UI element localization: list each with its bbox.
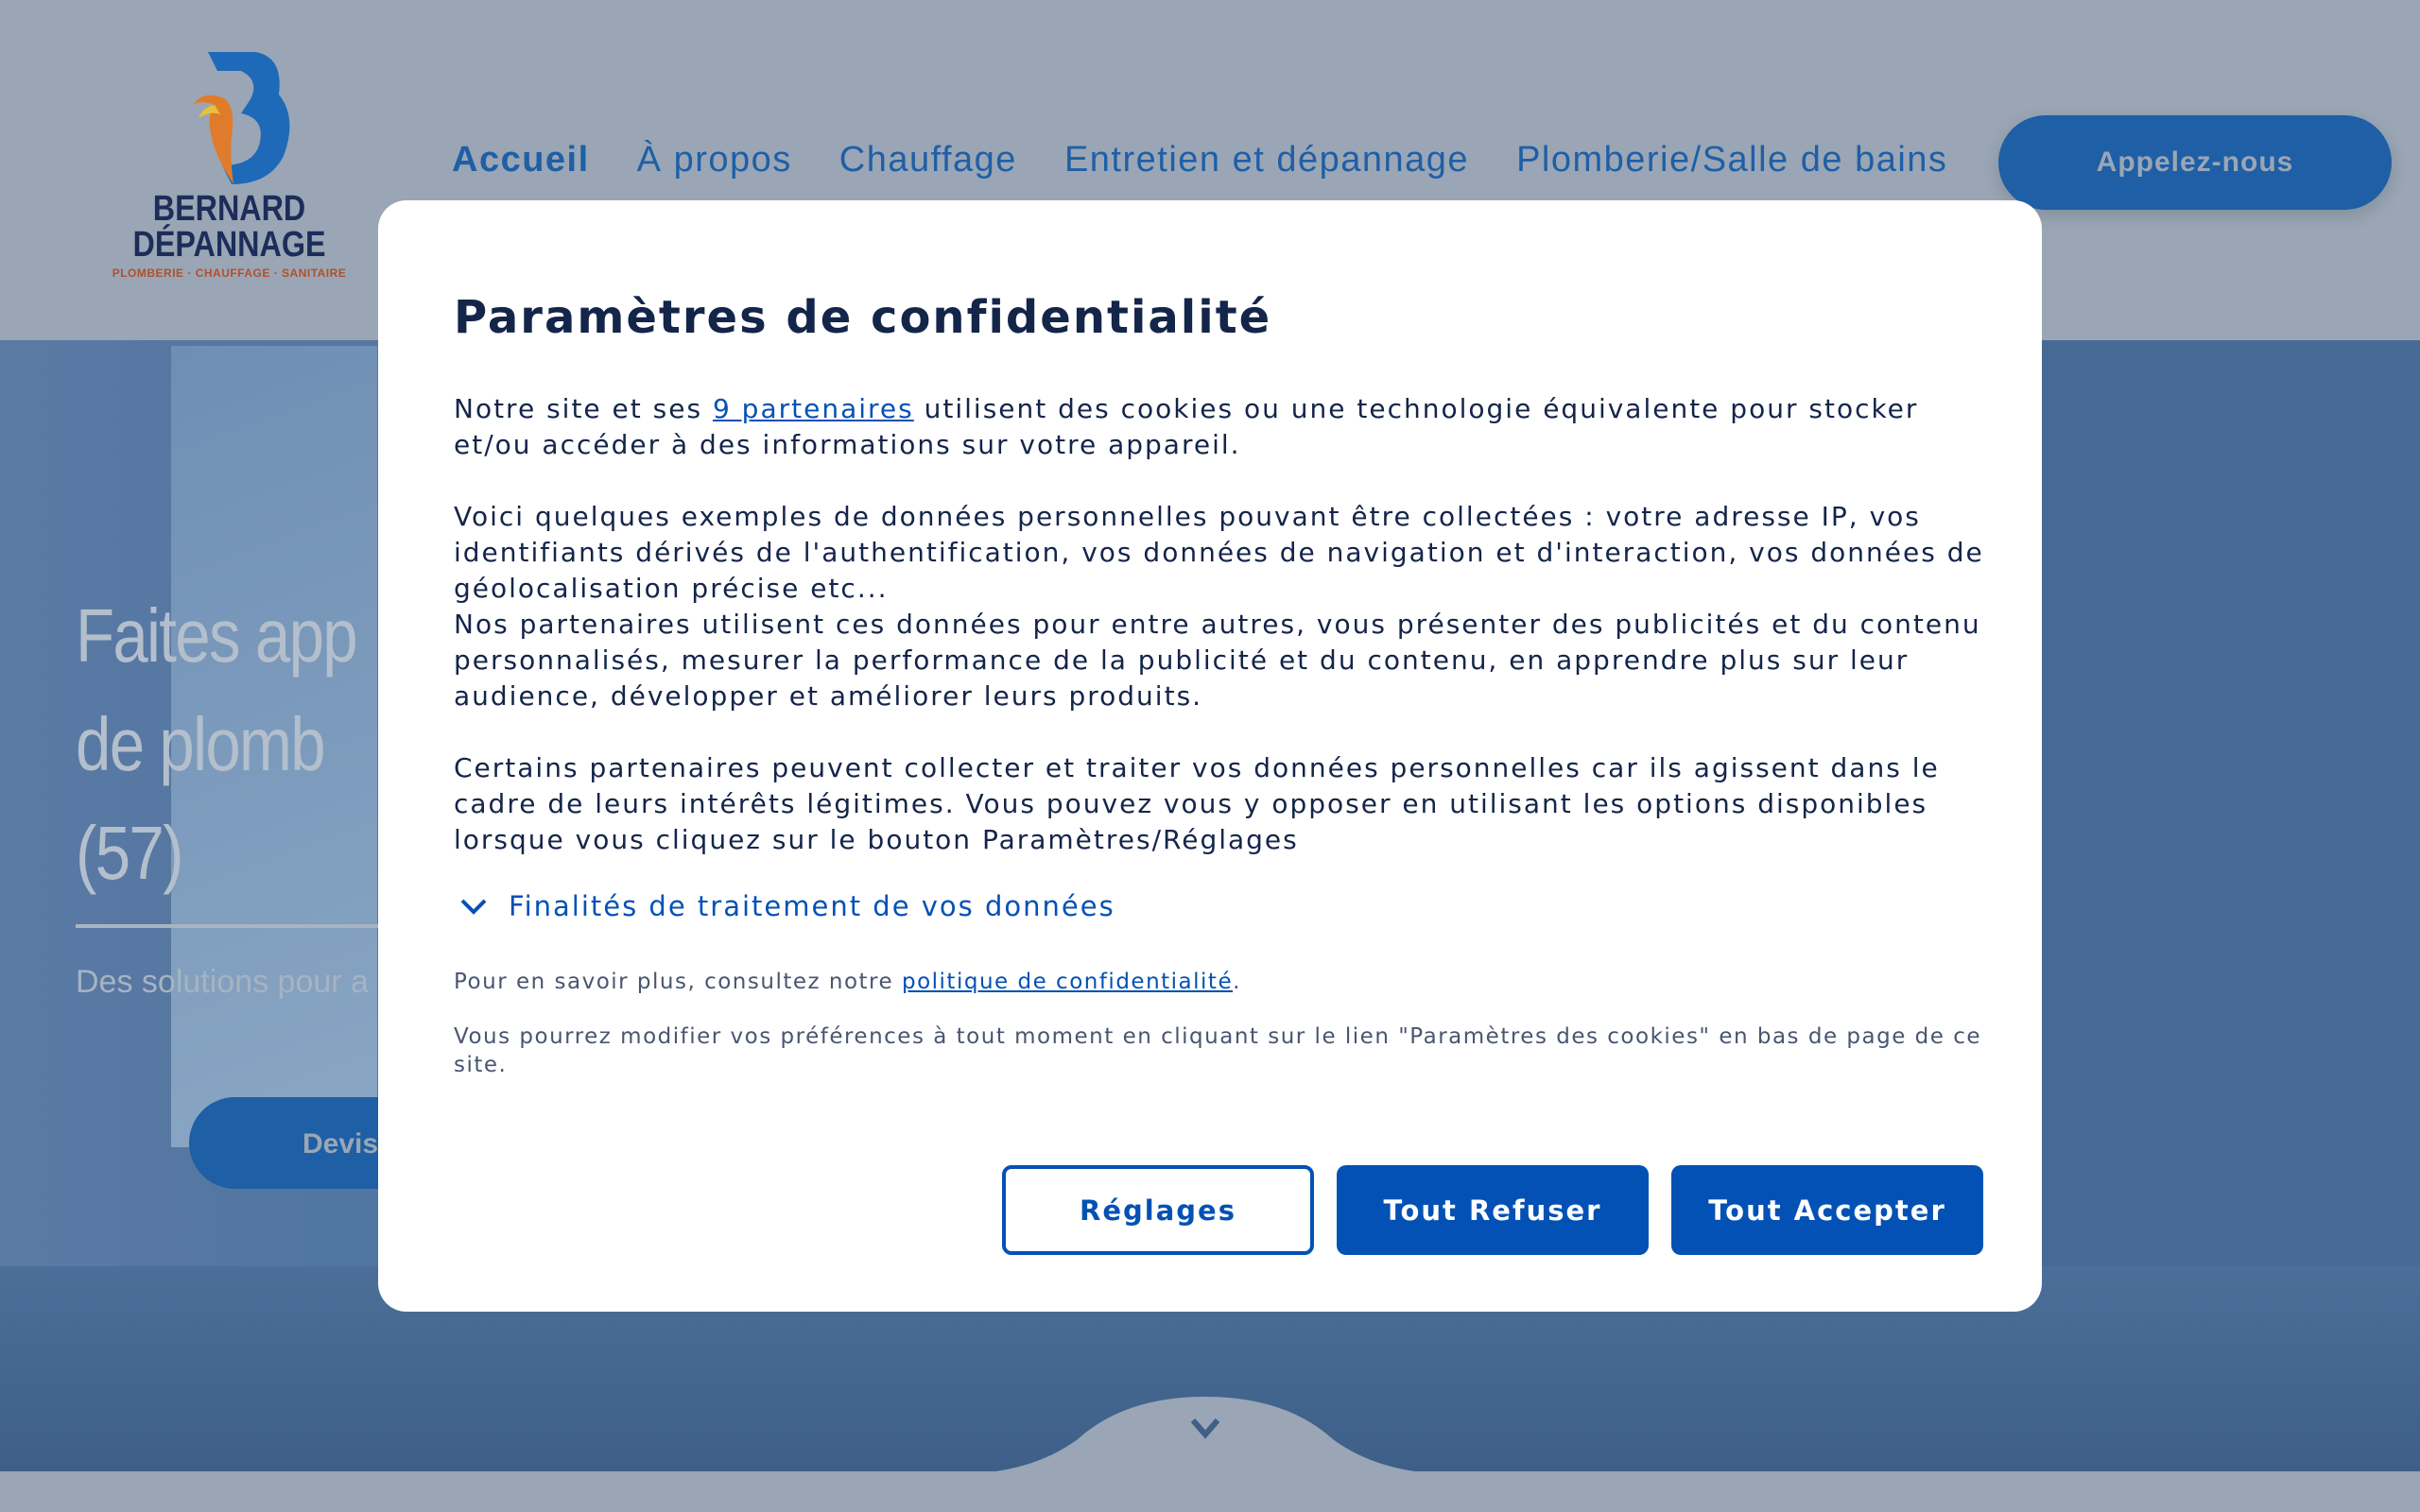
- more-info: [454, 968, 1985, 996]
- intro-text-end: utilisent des cookies ou une technologie équivalente pour stocker et/ou accéder à des informations sur votre appareil.: [454, 393, 1919, 460]
- modal-legitimate-interest: Certains partenaires peuvent collecter et traiter vos données personnelles car ils agissent dans le cadre de leurs intérêts légitimes. Vous pouvez vous y opposer en utilisant les options disponibles lorsque vous cliquez sur le bouton Paramètres/Réglages: [454, 752, 1940, 855]
- nav-accueil[interactable]: Accueil: [452, 140, 590, 180]
- privacy-policy-link[interactable]: politique de confidentialité: [901, 970, 1234, 994]
- hero-divider: [76, 924, 388, 928]
- nav-a-propos[interactable]: À propos: [636, 140, 792, 180]
- logo-mark-icon: [165, 52, 298, 189]
- hero-title-line: (57): [76, 811, 182, 895]
- devis-button[interactable]: Devis: [189, 1097, 473, 1189]
- accept-all-button[interactable]: Tout Accepter: [1671, 1165, 1983, 1255]
- privacy-modal: [378, 200, 2042, 1312]
- modal-intro: [454, 391, 1985, 463]
- more-info-text: Pour en savoir plus, consultez notre: [454, 970, 902, 994]
- chevron-down-icon: [459, 897, 488, 916]
- modal-examples: Voici quelques exemples de données personnelles pouvant être collectées : votre adresse IP, vos identifiants dérivés de l'authentification, vos données de navigation et d'interaction, vos données de géolocalisation précise etc...: [454, 501, 1984, 604]
- logo[interactable]: [95, 47, 364, 288]
- modal-actions: [1002, 1165, 1983, 1255]
- page-bottom-band: [0, 1471, 2420, 1512]
- refuse-all-button[interactable]: Tout Refuser: [1337, 1165, 1649, 1255]
- modal-partners-use: Nos partenaires utilisent ces données pour entre autres, vous présenter des publicités et du contenu personnalisés, mesurer la performance de la publicité et du contenu, en apprendre plus sur leur audience, développer et améliorer leurs produits.: [454, 609, 1981, 712]
- hero-subtitle: Des solutions pour a: [76, 964, 369, 1000]
- call-button[interactable]: Appelez-nous: [1998, 115, 2392, 210]
- more-info-end: .: [1233, 970, 1241, 994]
- nav-entretien[interactable]: Entretien et dépannage: [1063, 140, 1470, 180]
- purposes-toggle-label: Finalités de traitement de vos données: [509, 890, 1115, 922]
- settings-button[interactable]: Réglages: [1002, 1165, 1314, 1255]
- hero-title-line: de plomb: [76, 702, 325, 786]
- hero-title: [76, 581, 356, 907]
- modal-title: Paramètres de confidentialité: [454, 291, 1272, 344]
- hero-title-line: Faites app: [76, 593, 356, 678]
- purposes-toggle[interactable]: [459, 890, 1985, 922]
- logo-line1: BERNARD: [152, 189, 306, 229]
- modify-note: Vous pourrez modifier vos préférences à tout moment en cliquant sur le lien "Paramètres des cookies" en bas de page de ce site.: [454, 1024, 1982, 1077]
- scroll-down-button[interactable]: [955, 1397, 1456, 1474]
- logo-tagline: PLOMBERIE · CHAUFFAGE · SANITAIRE: [112, 266, 347, 280]
- nav-chauffage[interactable]: Chauffage: [838, 140, 1017, 180]
- logo-line2: DÉPANNAGE: [132, 225, 326, 265]
- main-nav: [452, 140, 1947, 180]
- partners-link[interactable]: 9 partenaires: [712, 393, 914, 424]
- nav-plomberie[interactable]: Plomberie/Salle de bains: [1516, 140, 1948, 180]
- intro-text: Notre site et ses: [454, 393, 713, 424]
